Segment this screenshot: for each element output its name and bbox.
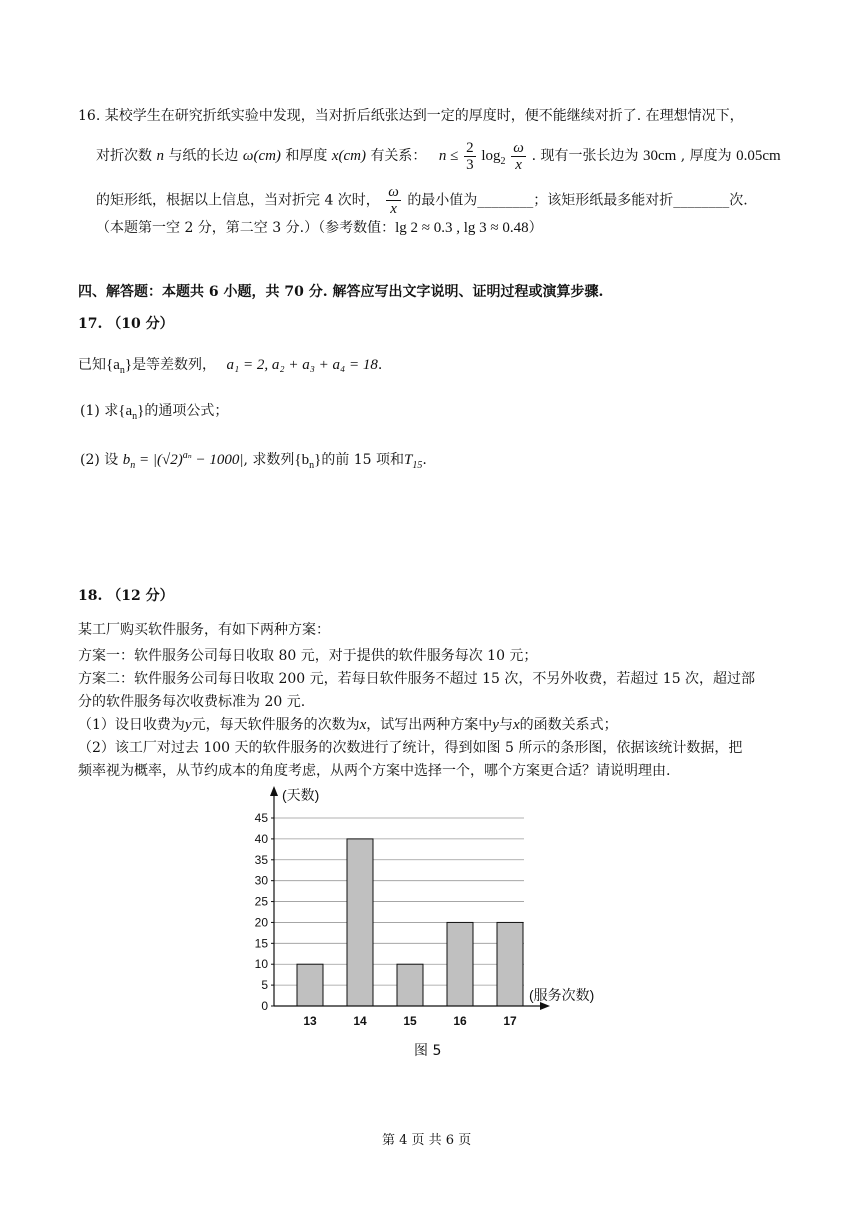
seq-sub: n [309,460,315,471]
bar-17 [497,922,523,1006]
T-var: T [404,452,413,468]
q17-bn-expr [122,450,244,471]
y-tick-label: 15 [254,936,268,951]
formula-frac [464,140,476,173]
bar-chart [250,782,630,1032]
q16-text: ） [528,220,543,236]
q16-text: . 现有一张长边为 [531,147,639,164]
x-tick-label: 16 [453,1014,467,1028]
q17-T15 [404,452,423,471]
figure-caption: 图 5 [414,1043,442,1059]
q18-var-y: y [184,717,192,733]
q16-ref-values: lg 2 ≈ 0.3 , lg 3 ≈ 0.48 [395,220,529,236]
formula-log: log [481,147,501,164]
q18-text: ，试写出两种方案中 [366,717,493,733]
x-tick-label: 17 [503,1014,517,1028]
q17-part2 [80,446,427,476]
x-tick-label: 15 [403,1014,417,1028]
chart-grid [274,818,524,985]
q18-var-x: x [359,717,367,733]
y-tick-label: 45 [254,811,268,825]
x-tick-label: 14 [353,1014,367,1028]
page-footer: 第 4 页 共 6 页 [382,1133,472,1148]
q17-text: 的通项公式； [144,403,229,419]
seq-end: } [124,357,133,373]
y-tick-label: 10 [254,957,268,972]
expr-part: − 1000| [191,452,244,468]
y-tick-label: 25 [254,894,268,909]
q17-text: (2) 设 [80,452,119,468]
q17-text: 已知 [78,357,106,373]
bar-13 [297,964,323,1006]
seq-b: {b [294,452,310,468]
q16-text: 的矩形纸，根据以上信息，当对折完 4 次时， [96,192,380,209]
q16-line1: 16. 某校学生在研究折纸实验中发现，当对折后纸张达到一定的厚度时，便不能继续对折了. 在理想情况下， [78,108,744,124]
formula-frac2 [511,140,526,173]
formula-log-base: 2 [500,155,506,167]
q17-text: 是等差数列， [132,357,217,373]
y-tick-label: 5 [261,978,268,993]
bar-14 [347,839,373,1006]
q17-text: . [422,452,427,468]
b-var: b [122,452,131,468]
q17-seq [106,357,133,376]
q17-part1 [80,401,228,427]
frac-den: 3 [466,157,474,173]
y-axis-label: (天数) [282,787,320,803]
frac-num2: ω [513,140,524,156]
q17-seq [118,403,145,422]
seq-a: {a [118,403,133,419]
q16-formula [438,140,532,173]
q16-text: 的最小值为________；该矩形纸最多能对折________次. [407,192,748,209]
q18-text: 与 [498,717,513,733]
x-tick-label: 13 [303,1014,317,1028]
y-tick-label: 40 [254,831,268,846]
q16-frac [386,184,401,217]
q18-part2-line1: （2）该工厂对过去 100 天的软件服务的次数进行了统计，得到如图 5 所示的条形图，依据该统计数据，把 [78,740,743,756]
y-tick-label: 20 [254,915,268,930]
seq-sub: n [119,365,125,376]
seq-end: } [314,452,322,468]
q16-text: 对折次数 [96,147,152,164]
seq-end: } [137,403,145,419]
q18-header: 18. （12 分） [78,588,174,604]
expr-exp: aₙ [182,450,192,461]
q18-text: 元，每天软件服务的次数为 [191,717,360,733]
q16-thickness: 0.05cm [736,147,781,164]
frac-num: 2 [466,140,474,156]
q16-length: 30cm [643,147,677,164]
x-axis-label: (服务次数) [529,987,595,1003]
q16-var-n: n [156,147,164,164]
frac-num: ω [388,184,399,200]
q18-part1 [78,715,618,735]
q18-plan2-line1: 方案二：软件服务公司每日收取 200 元，若每日软件服务不超过 15 次，不另外收费，若超过 15 次，超过部 [78,671,756,687]
T-sub: 15 [412,460,423,471]
q18-text: 的函数关系式； [519,717,618,733]
q16-text: 与纸的长边 [168,147,239,164]
q18-var-x: x [512,717,520,733]
y-tick-label: 30 [254,873,268,888]
b-sub: n [130,460,136,471]
q16-line4 [96,218,543,238]
bar-15 [397,964,423,1006]
frac-den2: x [515,157,522,173]
q16-line3 [96,184,748,217]
q16-var-omega: ω(cm) [242,147,281,164]
section-heading: 四、解答题：本题共 6 小题，共 70 分. 解答应写出文字说明、证明过程或演算步骤. [78,284,604,300]
q18-plan1: 方案一：软件服务公司每日收取 80 元，对于提供的软件服务每次 10 元； [78,648,538,664]
q17-header: 17. （10 分） [78,316,174,332]
q16-var-x: x(cm) [331,147,366,164]
q18-var-y: y [492,717,499,733]
q16-text: , 厚度为 [680,147,732,164]
q18-plan2-line2: 分的软件服务每次收费标准为 20 元. [78,694,306,710]
x-axis-arrow [540,1002,550,1010]
q16-text: 和厚度 [285,147,328,164]
seq-a: {a [106,357,120,373]
q17-seq-b [294,452,322,471]
q18-intro: 某工厂购买软件服务，有如下两种方案： [78,622,330,638]
y-tick-label: 0 [261,999,268,1013]
seq-sub: n [132,411,138,422]
q17-equation: a₁ = 2, a₂ + a₃ + a₄ = 18 [226,357,378,373]
y-tick-label: 35 [254,852,268,867]
q17-text: (1) 求 [80,403,119,419]
q16-text: （本题第一空 2 分，第二空 3 分.）（参考数值： [96,220,396,236]
frac-den: x [390,201,397,217]
q17-given [78,355,382,381]
q17-text: 的前 15 项和 [321,452,405,468]
formula-lhs: n ≤ [438,147,459,164]
q18-part2-line2: 频率视为概率，从节约成本的角度考虑，从两个方案中选择一个，哪个方案更合适？请说明理由. [78,763,671,779]
q16-text: 有关系： [370,147,427,164]
q17-text: . [377,357,383,373]
q18-text: （1）设日收费为 [78,717,185,733]
q17-text: , 求数列 [243,452,295,468]
expr-part: = |(√2) [138,452,183,468]
bar-16 [447,922,473,1006]
y-axis-arrow [270,786,278,796]
q16-line2 [96,140,781,173]
